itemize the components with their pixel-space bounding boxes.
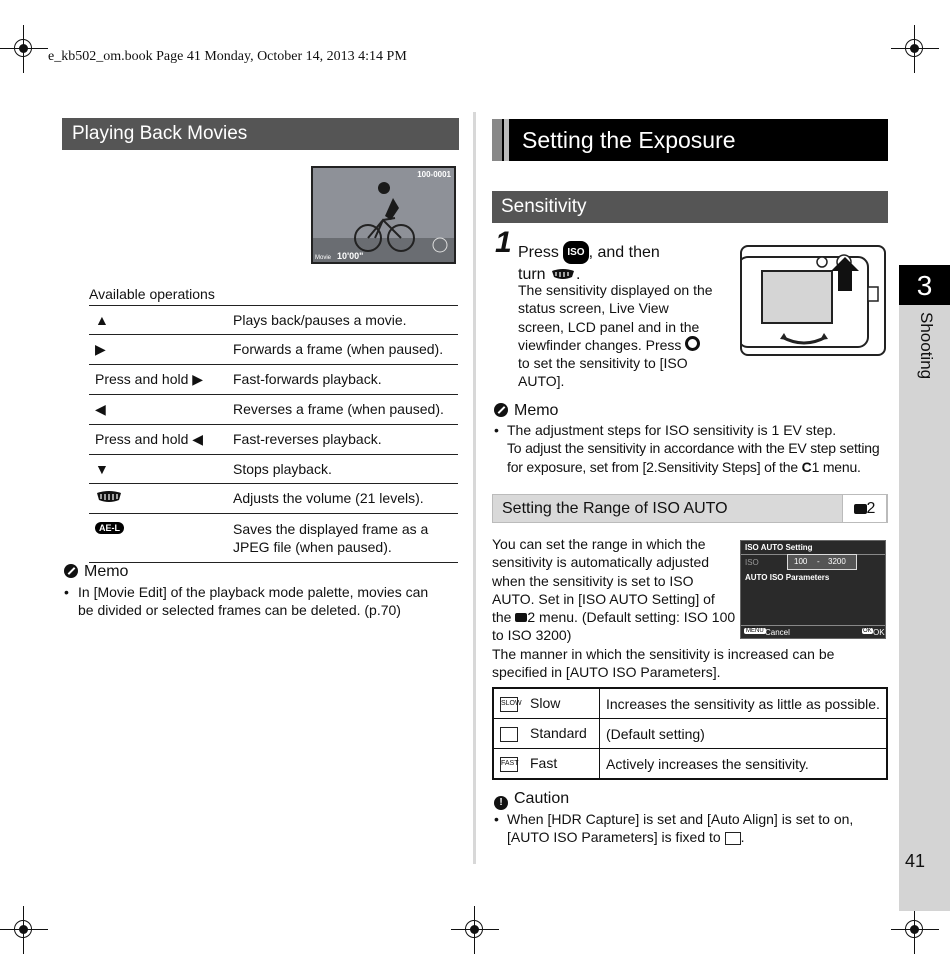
table-row: Standard (Default setting) <box>493 719 887 749</box>
control-cell: ◀ <box>89 395 227 425</box>
available-operations-heading: Available operations <box>89 286 215 302</box>
control-cell: Press and hold ▶ <box>89 365 227 395</box>
screen-ok: OK <box>873 628 885 637</box>
crop-mark-bottom-right <box>897 912 933 948</box>
memo-text: In [Movie Edit] of the playback mode palette, movies can be divided or selected frames can be deleted. (p.70) <box>78 584 429 619</box>
fast-icon: FAST <box>500 757 518 772</box>
action-cell: Adjusts the volume (21 levels). <box>227 484 458 514</box>
action-cell: Fast-forwards playback. <box>227 365 458 395</box>
table-row <box>89 514 458 563</box>
table-row <box>89 395 458 425</box>
dial-icon <box>95 490 123 504</box>
table-row <box>89 365 458 395</box>
table-row <box>89 425 458 455</box>
range-iso-auto-heading: Setting the Range of ISO AUTO 2 <box>492 494 888 523</box>
camera-menu-icon <box>854 504 867 514</box>
right-memo <box>494 402 558 420</box>
subsection-title-sensitivity: Sensitivity <box>492 191 888 223</box>
range-body-end: The manner in which the sensitivity is increased can be specified in [AUTO ISO Parameters]. <box>492 646 835 681</box>
iso-range-selector: 100 - 3200 <box>787 554 857 570</box>
dial-icon <box>550 268 576 280</box>
caution-icon: ! <box>494 796 508 810</box>
column-divider <box>473 112 476 864</box>
menu-button-icon: MENU <box>746 628 764 634</box>
mode-description: Increases the sensitivity as little as possible. <box>600 688 888 719</box>
camera-top-illustration <box>740 245 886 356</box>
book-header: e_kb502_om.book Page 41 Monday, October 14, 2013 4:14 PM <box>48 49 407 64</box>
caution-title: Caution <box>514 790 570 807</box>
page-number: 41 <box>905 851 926 871</box>
control-cell: ▶ <box>89 335 227 365</box>
table-row <box>89 306 458 335</box>
memo-icon <box>494 403 508 417</box>
crop-mark-bottom-center <box>457 912 493 948</box>
table-row <box>89 335 458 365</box>
file-number: 100-0001 <box>417 170 451 179</box>
step-body: The sensitivity displayed on the status screen, Live View screen, LCD panel and in the viewfinder changes. Press to set the sensitivity to [ISO AUTO]. <box>518 282 713 390</box>
standard-curve-icon <box>500 727 518 742</box>
control-cell: ▼ <box>89 455 227 484</box>
memo-icon <box>64 564 78 578</box>
crop-mark-top-left <box>6 31 42 67</box>
crop-mark-top-right <box>897 31 933 67</box>
mode-description: (Default setting) <box>600 719 888 749</box>
operations-table <box>89 305 458 563</box>
control-cell: Press and hold ◀ <box>89 425 227 455</box>
screen-title: ISO AUTO Setting <box>745 543 813 552</box>
camera-menu-icon <box>515 613 527 622</box>
chapter-number: 3 <box>899 265 950 305</box>
screen-param-label: AUTO ISO Parameters <box>745 573 830 582</box>
memo-title: Memo <box>84 563 129 580</box>
action-cell: Forwards a frame (when paused). <box>227 335 458 365</box>
table-row: SLOW Slow Increases the sensitivity as little as possible. <box>493 688 887 719</box>
cyclist-illustration <box>313 168 454 262</box>
screen-cancel: Cancel <box>765 628 790 637</box>
action-cell: Reverses a frame (when paused). <box>227 395 458 425</box>
left-memo <box>64 563 128 581</box>
fast-icon <box>725 832 741 845</box>
control-cell: ▲ <box>89 306 227 335</box>
step-number: 1 <box>495 226 512 259</box>
right-memo-text: • The adjustment steps for ISO sensitivity is 1 EV step. To adjust the sensitivity in accordance with the EV step setting for exposure, set from [2.Sensitivity Steps] of the C1 menu. <box>494 422 880 475</box>
movie-mode-label: Movie <box>315 255 332 261</box>
chapter-label: Shooting <box>917 312 936 380</box>
screen-iso-label: ISO <box>745 558 759 567</box>
action-cell: Plays back/pauses a movie. <box>227 306 458 335</box>
memo-title: Memo <box>514 402 559 419</box>
range-body: You can set the range in which the sensitivity is automatically adjusted when the sensitivity is set to ISO AUTO. Set in [ISO AUTO Setting] of the 2 menu. (Default setting: ISO 100 to ISO 3200) <box>492 536 736 644</box>
action-cell: Saves the displayed frame as a JPEG file (when paused). <box>227 514 458 563</box>
left-memo-item: • In [Movie Edit] of the playback mode palette, movies can be divided or selected frames can be deleted. (p.70) <box>64 583 444 620</box>
action-cell: Fast-reverses playback. <box>227 425 458 455</box>
caution-text: • When [HDR Capture] is set and [Auto Align] is set to on, [AUTO ISO Parameters] is fixed to . <box>494 811 854 846</box>
crop-mark-bottom-left <box>6 912 42 948</box>
ae-lock-badge: AE-L <box>95 522 124 534</box>
caution <box>494 790 569 810</box>
ok-button-icon: OK <box>863 628 872 634</box>
section-title-playing-back-movies: Playing Back Movies <box>62 118 459 150</box>
iso-auto-setting-screen <box>740 540 886 639</box>
table-row: FAST Fast Actively increases the sensitivity. <box>493 749 887 780</box>
slow-icon: SLOW <box>500 697 518 712</box>
menu-reference-tag: 2 <box>842 494 887 523</box>
movie-preview-image <box>311 166 456 264</box>
circle-button-icon <box>685 336 700 351</box>
table-row <box>89 455 458 484</box>
section-title-text: Setting the Exposure <box>522 127 736 153</box>
iso-button-icon: ISO <box>563 241 588 264</box>
movie-time: 10'00" <box>337 251 364 261</box>
custom-menu-icon: C <box>801 458 812 475</box>
section-title-setting-exposure <box>492 119 888 161</box>
step-instruction: Press ISO , and then turn . <box>518 241 718 285</box>
table-row <box>89 484 458 514</box>
mode-description: Actively increases the sensitivity. <box>600 749 888 780</box>
iso-parameters-table <box>492 687 888 780</box>
action-cell: Stops playback. <box>227 455 458 484</box>
